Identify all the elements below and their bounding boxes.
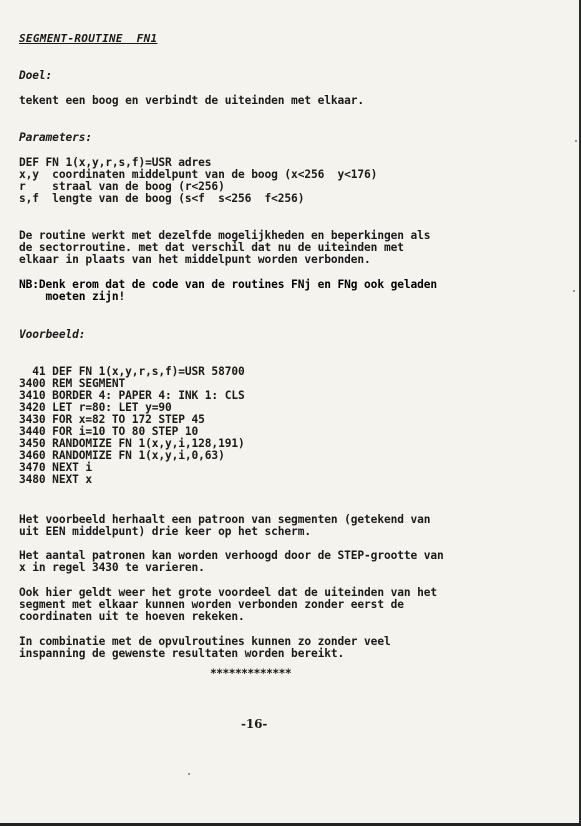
parameter-line: r straal van de boog (r<256) bbox=[19, 180, 225, 193]
paragraph-line: Het aantal patronen kan worden verhoogd door de STEP-grootte van bbox=[19, 549, 444, 562]
voorbeeld-heading: Voorbeeld: bbox=[19, 328, 86, 341]
parameter-line: x,y coordinaten middelpunt van de boog (x<256 y<176) bbox=[19, 168, 378, 181]
program-line: 3480 NEXT x bbox=[19, 473, 92, 486]
paragraph-line: x in regel 3430 te varieren. bbox=[19, 561, 205, 574]
doel-text: tekent een boog en verbindt de uiteinden met elkaar. bbox=[19, 94, 365, 107]
description-line: De routine werkt met dezelfde mogelijkheden en beperkingen als bbox=[19, 229, 431, 242]
program-line: 3470 NEXT i bbox=[19, 461, 92, 474]
program-line: 3410 BORDER 4: PAPER 4: INK 1: CLS bbox=[19, 389, 245, 402]
program-line: 3440 FOR i=10 TO 80 STEP 10 bbox=[19, 425, 199, 438]
page-title: SEGMENT-ROUTINE FN1 bbox=[19, 32, 158, 45]
note-line: moeten zijn! bbox=[19, 290, 126, 303]
paragraph-line: inspanning de gewenste resultaten worden bereikt. bbox=[19, 647, 345, 660]
program-line: 3460 RANDOMIZE FN 1(x,y,i,0,63) bbox=[19, 449, 225, 462]
description-line: elkaar in plaats van het middelpunt worden verbonden. bbox=[19, 253, 371, 266]
paragraph-line: uit EEN middelpunt) drie keer op het scherm. bbox=[19, 525, 311, 538]
parameters-heading: Parameters: bbox=[19, 131, 92, 144]
page-number: -16- bbox=[241, 717, 268, 731]
paragraph-line: In combinatie met de opvulroutines kunnen zo zonder veel bbox=[19, 635, 391, 648]
parameter-line: DEF FN 1(x,y,r,s,f)=USR adres bbox=[19, 156, 212, 169]
program-line: 3400 REM SEGMENT bbox=[19, 377, 126, 390]
separator-stars: ************* bbox=[210, 667, 292, 680]
program-line: 3450 RANDOMIZE FN 1(x,y,i,128,191) bbox=[19, 437, 245, 450]
paragraph-line: coordinaten uit te hoeven rekeken. bbox=[19, 610, 245, 623]
doel-heading: Doel: bbox=[19, 69, 53, 82]
note-line: NB:Denk erom dat de code van de routines FNj en FNg ook geladen bbox=[19, 278, 438, 291]
parameter-line: s,f lengte van de boog (s<f s<256 f<256) bbox=[19, 192, 305, 205]
description-line: de sectorroutine. met dat verschil dat nu de uiteinden met bbox=[19, 241, 404, 254]
paragraph-line: Ook hier geldt weer het grote voordeel dat de uiteinden van het bbox=[19, 586, 438, 599]
program-line: 3430 FOR x=82 TO 172 STEP 45 bbox=[19, 413, 205, 426]
program-line: 3420 LET r=80: LET y=90 bbox=[19, 401, 172, 414]
scan-speck bbox=[188, 773, 190, 775]
scan-speck bbox=[575, 140, 577, 142]
scan-speck bbox=[573, 290, 575, 292]
paragraph-line: Het voorbeeld herhaalt een patroon van segmenten (getekend van bbox=[19, 513, 431, 526]
paragraph-line: segment met elkaar kunnen worden verbonden zonder eerst de bbox=[19, 598, 404, 611]
program-line: 41 DEF FN 1(x,y,r,s,f)=USR 58700 bbox=[19, 365, 245, 378]
